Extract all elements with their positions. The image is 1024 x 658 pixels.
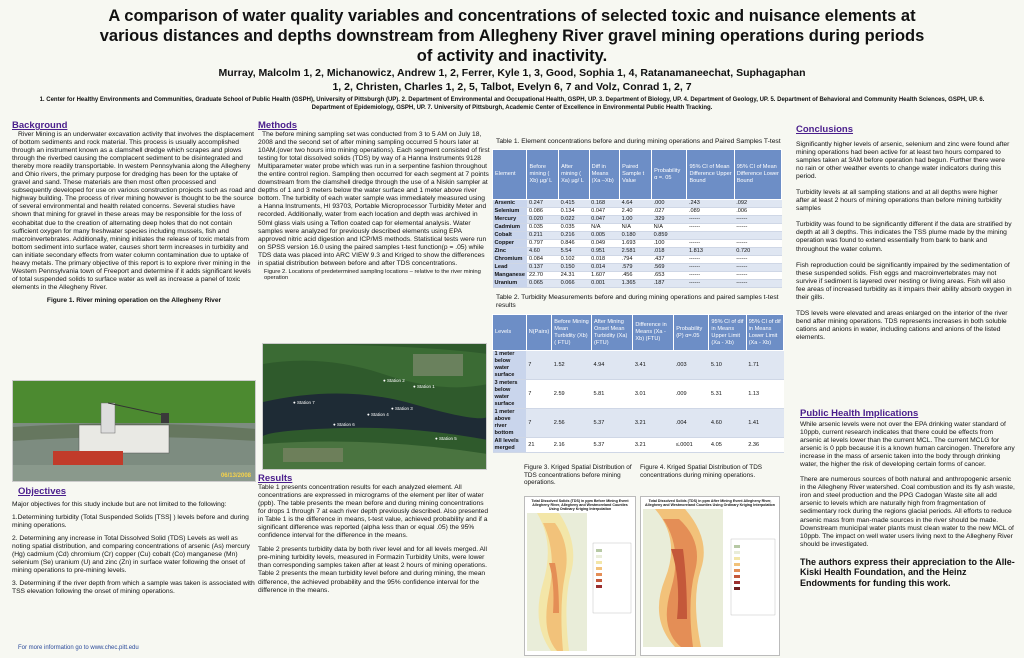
table-1-cell: 1.813 bbox=[687, 248, 734, 256]
authors-line-2: 1, 2, Christen, Charles 1, 2, 5, Talbot, Evelyn 6, 7 and Volz, Conrad 1, 2, 7 bbox=[332, 81, 692, 93]
table-1-cell: 1.693 bbox=[620, 240, 652, 248]
river-mining-illustration bbox=[13, 381, 256, 482]
table-1-cell: 0.035 bbox=[527, 224, 559, 232]
figure-4-kriged-surface bbox=[641, 509, 779, 649]
conclusions-heading: Conclusions bbox=[796, 124, 854, 135]
figure-3-kriged-map bbox=[524, 496, 636, 656]
table-1-cell: 0.211 bbox=[527, 232, 559, 240]
conclusion-1: Significantly higher levels of arsenic, selenium and zinc were found after mining operations had been active for at least two hours compared to samples taken at 3AM before operation had begun. Further there were no rain or other weather events to change water indicators during this period. bbox=[796, 141, 1010, 181]
table-2-cell: .003 bbox=[674, 351, 709, 380]
objective-2: 2. Determining any increase in Total Dissolved Solid (TDS) Levels as well as noting spatial distribution, and comparing concentrations of arsenic (As) mercury (Hg) cadmium (Cd) chromium (Cr) copper (Cu) cobalt (Co) manganese (Mn) selenium (Se) uranium (U) and zinc (Zn) in surface water following the onset of mining operations to pre-mining levels. bbox=[12, 535, 250, 575]
table-2-cell: All levels merged bbox=[493, 438, 527, 453]
table-1-cell: N/A bbox=[589, 224, 619, 232]
table-1-cell: Copper bbox=[493, 240, 527, 248]
conclusion-4: Fish reproduction could be significantly impaired by the sedimentation of these suspended solids. Fish eggs and macroinvertebrates may not survive if sediment is layered over nesting or living areas. Fish will also fee areas of increased turbidity as it impairs their ability absorb oxygen in their gills. bbox=[796, 261, 1012, 301]
table-2-row bbox=[493, 380, 784, 409]
table-1-cell: 0.415 bbox=[559, 200, 590, 208]
table-1-cell: ------ bbox=[687, 240, 734, 248]
station-marker: ● Station 3 bbox=[391, 406, 413, 411]
poster-title: A comparison of water quality variables and concentrations of selected toxic and nuisance elements at various distances and depths downstream from Allegheny River gravel mining operations during periods of activity and inactivity. bbox=[99, 7, 925, 65]
table-1-caption: Table 1. Element concentrations before and during mining operations and Paired Samples T-test bbox=[496, 138, 781, 145]
figure-3-map-title: Total Dissolved Solids (TDS) in ppm Before Mining Event Allegheny River, Allegheny and Westmoreland Counties Using Ordinary Kriging Interpolation bbox=[531, 499, 629, 511]
table-2-cell: 2.36 bbox=[746, 438, 783, 453]
table-1-cell: 0.014 bbox=[589, 264, 619, 272]
results-para-1: Table 1 presents concentration results for each analyzed element. All concentrations are expressed in micrograms of the element per liter of water (ppb). The table presents the mean before and during mining concentrations for drops 1 through 7 at each river depth previously described. Also presented in Table 1 is the difference in means, t-test value, achieved probability and if a significant difference was reported (alpha less than or equal .05) the 95% confidence interval for the difference in the means. bbox=[258, 484, 489, 540]
table-1-cell: .579 bbox=[620, 264, 652, 272]
table-1-row bbox=[493, 248, 782, 256]
table-1-cell: 0.168 bbox=[589, 200, 619, 208]
objectives-heading: Objectives bbox=[18, 486, 67, 497]
table-1-cell: 0.020 bbox=[527, 216, 559, 224]
satellite-map-illustration bbox=[263, 344, 487, 470]
objectives-section bbox=[12, 486, 256, 596]
table-1-header-cell: 95% CI of Mean Difference Lower Bound bbox=[734, 150, 781, 200]
background-text: River Mining is an underwater excavation activity that involves the displacement of bottom sediments and rock material. This process is usually accomplished through an instrument known as a clamshell dredge which scrapes and plows through the riverbed causing the complacent sediment to be disintegrated and thereby more readily transportable. In western Pennsylvania along the Allegheny and Ohio rivers, the primary purpose for dredging has been for the uptake of gravel and sand. These materials are then most often processed and subsequently developed for use on various construction projects such as road and highway building. The process of river mining however is thought to be the source of several environmental and health related concerns. Several studies have shown that mining for gravel in these areas may be responsible for the loss of ecohabitat due to the creation of alternating deep holes that do not contain sufficient oxygen for many freshwater species including mussels, fish and macroinvertebrates. Additionally, mining initiates the release of toxic metals from bottom sediment into surface water, causes short term increases in turbidity and can initiate secondary effects from water column contamination due to uptake of heavy metals. The primary objective of this report is to explore river mining in the Western Pennsylvania town of Freeport and determine if it adds significant levels of total suspended solids to surface water as well as increase a panel of toxic elements in the Allegheny River. bbox=[12, 131, 256, 291]
figure-4-map-title: Total Dissolved Solids (TDS) in ppm After Mining Event Allegheny River, Allegheny and Westmoreland Counties Using Ordinary Kriging Interpolation bbox=[645, 499, 775, 507]
river-mining-photo bbox=[12, 380, 256, 482]
figure-3-kriged-surface bbox=[525, 513, 635, 653]
table-1-cell: 0.047 bbox=[589, 216, 619, 224]
table-1-cell: Arsenic bbox=[493, 200, 527, 208]
table-1-row bbox=[493, 200, 782, 208]
table-2-header-cell: Before Mining Mean Turbidity (Xb) ( FTU) bbox=[552, 315, 592, 351]
table-1-cell: 0.797 bbox=[527, 240, 559, 248]
poster-header bbox=[0, 0, 1024, 118]
table-1-cell: 0.150 bbox=[559, 264, 590, 272]
table-2-cell: 7 bbox=[526, 351, 552, 380]
table-1-cell: Mercury bbox=[493, 216, 527, 224]
table-2-cell: 3.21 bbox=[633, 409, 674, 438]
table-1-cell: .089 bbox=[687, 208, 734, 216]
table-2-caption: Table 2. Turbidity Measurements before and during mining operations and paired samples t-test results bbox=[496, 294, 779, 309]
table-1-cell: ------ bbox=[734, 256, 781, 264]
table-2-header-cell: N(Pairs) bbox=[526, 315, 552, 351]
figure-4-kriged-map bbox=[640, 496, 780, 656]
methods-text: The before mining sampling set was conducted from 3 to 5 AM on July 18, 2008 and the second set of after mining sampling occurred 5 hours later at 10AM.(over two hours into mining operations). Each segment consisted of first testing for total dissolved solids (TDS) by way of a Hanna Instruments 9128 Multiparameter water probe which was run in a serpentine fashion throughout the entire control region. Sampling then occurred for each segment at 7 points downstream from the clamshell dredge through the use of a Niskin sampler at depths of 1 and 3 meters below the water surface and 1 meter above river bottom. The turbidity of each water sample was immediately measured using a Hanna Instruments, HI 93703, Portable Microprocessor Turbidity Meter and recorded. Additionally, water from each location and depth was archived in 50ml glass vials using a Teflon coated cap for elemental analysis. Water samples were analyzed for previously described elements using EPA approved nitric acid digestion and ICP/MS methods. Statistical tests were run on SPSS version 16.0 using the paired samples t-test function(p = .05) while TDS data was placed into ARC VIEW 9.3 and Kriged to show the differences in spatial distribution between before and after TDS concentrations. bbox=[258, 131, 490, 267]
table-2-cell: 7 bbox=[526, 380, 552, 409]
objective-3: 3. Determining if the river depth from which a sample was taken is associated with TSS elevation following the onset of mining operations. bbox=[12, 580, 255, 596]
table-1-row bbox=[493, 216, 782, 224]
table-1-cell: ------ bbox=[734, 272, 781, 280]
background-heading: Background bbox=[12, 120, 68, 131]
table-1-cell: 0.134 bbox=[559, 208, 590, 216]
table-2-cell: 7 bbox=[526, 409, 552, 438]
table-1-cell: 0.084 bbox=[527, 256, 559, 264]
table-2-cell: 5.37 bbox=[591, 409, 632, 438]
table-2-header-cell: 95% CI of dif in Means Upper Limit (Xa - Xb) bbox=[709, 315, 746, 351]
table-1-cell: N/A bbox=[652, 224, 687, 232]
public-health-section bbox=[800, 408, 1016, 588]
table-1-cell: 24.31 bbox=[559, 272, 590, 280]
table-1-cell: ------ bbox=[734, 264, 781, 272]
table-1-cell: 0.846 bbox=[559, 240, 590, 248]
table-2-cell: 1 meter below water surface bbox=[493, 351, 527, 380]
station-marker: ● Station 5 bbox=[435, 436, 457, 441]
table-1-cell bbox=[734, 232, 781, 240]
table-2-cell: 5.31 bbox=[709, 380, 746, 409]
table-1-cell: .437 bbox=[652, 256, 687, 264]
table-1-cell: 0.102 bbox=[559, 256, 590, 264]
table-2-cell: 1.13 bbox=[746, 380, 783, 409]
table-1-cell: Cobalt bbox=[493, 232, 527, 240]
table-2 bbox=[492, 314, 784, 453]
table-2-cell: 2.16 bbox=[552, 438, 592, 453]
table-1-cell: ------ bbox=[734, 280, 781, 288]
results-para-2: Table 2 presents turbidity data by both river level and for all levels merged. All pre-mining turbidity levels, measured in Formazin Turbidity Units, were lower than corresponding samples taken after at least 2 hours of mining operations. Table 2 presents the mean turbidity level before and during mining, the mean difference, the achieved probability and the 95% confidence interval for the difference in the means. bbox=[258, 546, 487, 594]
table-1-cell: ------ bbox=[734, 240, 781, 248]
public-health-heading: Public Health Implications bbox=[800, 408, 919, 419]
table-1-cell: .794 bbox=[620, 256, 652, 264]
table-1-header-cell: 95% CI of Mean Difference Upper Bound bbox=[687, 150, 734, 200]
public-health-para-2: There are numerous sources of both natural and anthropogenic arsenic in the Allegheny River watershed. Coal combustion and its fly ash waste, iron and steel production and the PPG Cadogan Waste site all add arsenic to levels which are naturally high from fragmentation of sedimentary rock during the regions glacial periods. All efforts to reduce arsenic mass from man-made sources in the river should be made. Downstream municipal water plants must clean water to the new MCL of 10ppb. The impact on well water users living next to the Allegheny River should be investigated. bbox=[800, 476, 1015, 548]
figure-4-caption: Figure 4. Kriged Spatial Distribution of TDS concentrations during mining operations. bbox=[640, 464, 763, 479]
table-1-row bbox=[493, 256, 782, 264]
table-2-header-cell: After Mining Onset Mean Turbidity (Xa) (FTU) bbox=[591, 315, 632, 351]
table-2-cell: ≤.0001 bbox=[674, 438, 709, 453]
table-1-cell: 2.40 bbox=[620, 208, 652, 216]
table-1-row bbox=[493, 224, 782, 232]
table-1-cell: N/A bbox=[620, 224, 652, 232]
station-marker: ● Station 4 bbox=[367, 412, 389, 417]
table-1-header-cell: Element bbox=[493, 150, 527, 200]
table-1-body bbox=[493, 200, 782, 288]
column-conclusions bbox=[796, 120, 1012, 342]
affiliations: 1. Center for Healthy Environments and Communities, Graduate School of Public Health (GSPH), University of Pittsburgh (UP). 2. Department of Environmental and Occupational Health, GSPH, UP. 3. Department of Biology, UP. 4. Department of Geology, UP. 5. Department of Behavioral and Community Health Sciences, GSPH, UP. 6. Department of Epidemiology, GSPH, UP. 7. University of Pittsburgh, Academic Center of Excellence in Environmental Public Health Tracking. bbox=[39, 97, 985, 111]
table-1-cell: 0.216 bbox=[559, 232, 590, 240]
table-1 bbox=[492, 149, 782, 288]
table-2-cell: 4.60 bbox=[709, 409, 746, 438]
table-1-cell: ------ bbox=[687, 216, 734, 224]
table-2-cell: 4.94 bbox=[591, 351, 632, 380]
table-1-cell: Uranium bbox=[493, 280, 527, 288]
table-2-header-cell: Difference in Means (Xa -Xb) (FTU) bbox=[633, 315, 674, 351]
photo-date-stamp: 06/13/2008 bbox=[220, 473, 251, 479]
table-2-cell: 1.41 bbox=[746, 409, 783, 438]
figure-2-caption: Figure 2. Locations of predetermined sampling locations – relative to the river mining operation bbox=[264, 268, 481, 282]
table-2-row bbox=[493, 438, 784, 453]
table-1-cell: 0.720 bbox=[734, 248, 781, 256]
table-1-cell: 0.001 bbox=[589, 280, 619, 288]
more-info-link[interactable]: For more information go to www.chec.pitt.edu bbox=[18, 645, 139, 651]
table-1-cell: 2.581 bbox=[620, 248, 652, 256]
table-1-cell: .092 bbox=[734, 200, 781, 208]
table-2-cell: 5.37 bbox=[591, 438, 632, 453]
table-1-cell: Chromium bbox=[493, 256, 527, 264]
station-marker: ● Station 7 bbox=[293, 400, 315, 405]
table-1-row bbox=[493, 280, 782, 288]
table-1-header-cell: Paired Sample t Value bbox=[620, 150, 652, 200]
table-2-header-cell: Probability (P) α=.05 bbox=[674, 315, 709, 351]
table-1-cell: .329 bbox=[652, 216, 687, 224]
table-1-header-row bbox=[493, 150, 782, 200]
conclusion-3: Turbidity was found to be significantly different if the data are stratified by depth at all 3 depths. This indicates the TSS plume made by the mining operation was found to extend essentially from bank to bank and throughout the water column. bbox=[796, 221, 1012, 253]
table-1-cell: 0.086 bbox=[527, 208, 559, 216]
table-2-cell: 1 meter above river bottom bbox=[493, 409, 527, 438]
table-1-cell: Lead bbox=[493, 264, 527, 272]
table-1-cell: 0.047 bbox=[589, 208, 619, 216]
table-1-cell bbox=[687, 232, 734, 240]
table-1-cell: .569 bbox=[652, 264, 687, 272]
table-2-cell: 3.41 bbox=[633, 351, 674, 380]
table-1-row bbox=[493, 208, 782, 216]
table-2-header-cell: Levels bbox=[493, 315, 527, 351]
table-1-cell: 0.005 bbox=[589, 232, 619, 240]
column-tables bbox=[492, 138, 792, 453]
results-heading: Results bbox=[258, 473, 293, 484]
objectives-intro: Major objectives for this study include but are not limited to the following: bbox=[12, 501, 227, 508]
table-1-cell: 0.018 bbox=[589, 256, 619, 264]
table-2-cell: .009 bbox=[674, 380, 709, 409]
table-2-cell: .004 bbox=[674, 409, 709, 438]
authors-line-1: Murray, Malcolm 1, 2, Michanowicz, Andrew 1, 2, Ferrer, Kyle 1, 3, Good, Sophia 1, 4, Ratanamaneechat, Suphagaphan bbox=[218, 67, 806, 79]
table-2-cell: 1.52 bbox=[552, 351, 592, 380]
table-1-cell: 0.180 bbox=[620, 232, 652, 240]
table-1-row bbox=[493, 232, 782, 240]
results-section bbox=[258, 473, 490, 595]
table-1-cell: .018 bbox=[652, 248, 687, 256]
table-1-cell: 0.066 bbox=[559, 280, 590, 288]
table-2-cell: 1.71 bbox=[746, 351, 783, 380]
table-2-cell: 3.01 bbox=[633, 380, 674, 409]
figure-3-caption: Figure 3. Kriged Spatial Distribution of TDS concentrations before mining operations. bbox=[524, 464, 632, 486]
table-1-cell: .000 bbox=[652, 200, 687, 208]
table-1-cell: 1.365 bbox=[620, 280, 652, 288]
table-1-cell: 0.065 bbox=[527, 280, 559, 288]
station-marker: ● Station 2 bbox=[383, 378, 405, 383]
table-1-cell: ------ bbox=[687, 280, 734, 288]
column-methods bbox=[258, 120, 490, 282]
figure-1-caption: Figure 1. River mining operation on the Allegheny River bbox=[46, 296, 222, 304]
table-1-cell: .100 bbox=[652, 240, 687, 248]
table-1-cell: 1.00 bbox=[620, 216, 652, 224]
table-1-cell: .027 bbox=[652, 208, 687, 216]
table-2-cell: 21 bbox=[526, 438, 552, 453]
table-1-cell: .006 bbox=[734, 208, 781, 216]
column-background-objectives bbox=[12, 120, 256, 304]
table-1-header-cell: Diff in Means (Xa –Xb) bbox=[589, 150, 619, 200]
table-1-cell: 0.137 bbox=[527, 264, 559, 272]
table-1-cell: ------ bbox=[687, 272, 734, 280]
table-1-header-cell: Probability α =. 05 bbox=[652, 150, 687, 200]
acknowledgement: The authors express their appreciation to the Alle-Kiski Health Foundation, and the Heinz Endowments for funding this work. bbox=[800, 556, 1015, 588]
table-2-cell: 4.05 bbox=[709, 438, 746, 453]
table-2-cell: 3.21 bbox=[633, 438, 674, 453]
table-1-cell: Zinc bbox=[493, 248, 527, 256]
table-1-header-cell: Before mining ( Xb) µg/ L bbox=[527, 150, 559, 200]
table-1-cell: Cadmium bbox=[493, 224, 527, 232]
conclusion-5: TDS levels were elevated and areas enlarged on the interior of the river bend after mining operations. TDS represents increases in both soluble cations and anions in water, including cations and anions of the listed elements. bbox=[796, 309, 1008, 341]
table-1-cell: 0.951 bbox=[589, 248, 619, 256]
table-1-header-cell: After mining ( Xa) µg/ L bbox=[559, 150, 590, 200]
table-1-cell: 0.049 bbox=[589, 240, 619, 248]
table-1-cell: ------ bbox=[687, 224, 734, 232]
table-2-cell: 5.10 bbox=[709, 351, 746, 380]
table-1-cell: ------ bbox=[734, 224, 781, 232]
table-1-cell: 4.64 bbox=[620, 200, 652, 208]
table-1-cell: 1.607 bbox=[589, 272, 619, 280]
table-1-row bbox=[493, 272, 782, 280]
table-1-row bbox=[493, 264, 782, 272]
table-1-cell: 0.247 bbox=[527, 200, 559, 208]
conclusion-2: Turbidity levels at all sampling stations and at all depths were higher after at least 2 hours of mining operations than before mining turbidity samples bbox=[796, 189, 1002, 213]
table-1-cell: ------ bbox=[734, 216, 781, 224]
table-2-body bbox=[493, 351, 784, 453]
station-marker: ● Station 6 bbox=[333, 422, 355, 427]
table-2-cell: 5.81 bbox=[591, 380, 632, 409]
table-1-cell: 22.70 bbox=[527, 272, 559, 280]
table-2-header-cell: 95% CI of dif in Means Lower Limit (Xa - Xb) bbox=[746, 315, 783, 351]
table-2-cell: 3 meters below water surface bbox=[493, 380, 527, 409]
table-2-header-row bbox=[493, 315, 784, 351]
table-2-row bbox=[493, 409, 784, 438]
public-health-para-1: While arsenic levels were not over the EPA drinking water standard of 10ppb, current research indicates that there could be effects from arsenic at levels lower than the current MCL. The current MCLG for arsenic is 0 ppb because it is a known human carcinogen. Therefore any increase in the mass of arsenic taken into the body through drinking water, the higher the risk of developing certain forms of cancer. bbox=[800, 421, 1015, 469]
table-1-cell: Selenium bbox=[493, 208, 527, 216]
table-1-cell: ------ bbox=[687, 264, 734, 272]
table-1-cell: .456 bbox=[620, 272, 652, 280]
sampling-locations-satellite-map bbox=[262, 343, 487, 470]
table-1-cell: ------ bbox=[687, 256, 734, 264]
table-2-cell: 2.59 bbox=[552, 380, 592, 409]
table-2-cell: 2.56 bbox=[552, 409, 592, 438]
table-2-row bbox=[493, 351, 784, 380]
table-1-cell: 5.54 bbox=[559, 248, 590, 256]
table-1-row bbox=[493, 240, 782, 248]
table-1-cell: .187 bbox=[652, 280, 687, 288]
table-1-cell: 0.859 bbox=[652, 232, 687, 240]
methods-heading: Methods bbox=[258, 120, 298, 131]
table-1-cell: .243 bbox=[687, 200, 734, 208]
table-1-cell: 0.035 bbox=[559, 224, 590, 232]
table-1-cell: Manganese bbox=[494, 272, 525, 278]
station-marker: ● Station 1 bbox=[413, 384, 435, 389]
objective-1: 1.Determining turbidity (Total Suspended Solids [TSS] ) levels before and during mining operations. bbox=[12, 514, 249, 530]
table-1-cell: 0.022 bbox=[559, 216, 590, 224]
table-1-cell: 4.60 bbox=[527, 248, 559, 256]
table-1-cell: .653 bbox=[652, 272, 687, 280]
